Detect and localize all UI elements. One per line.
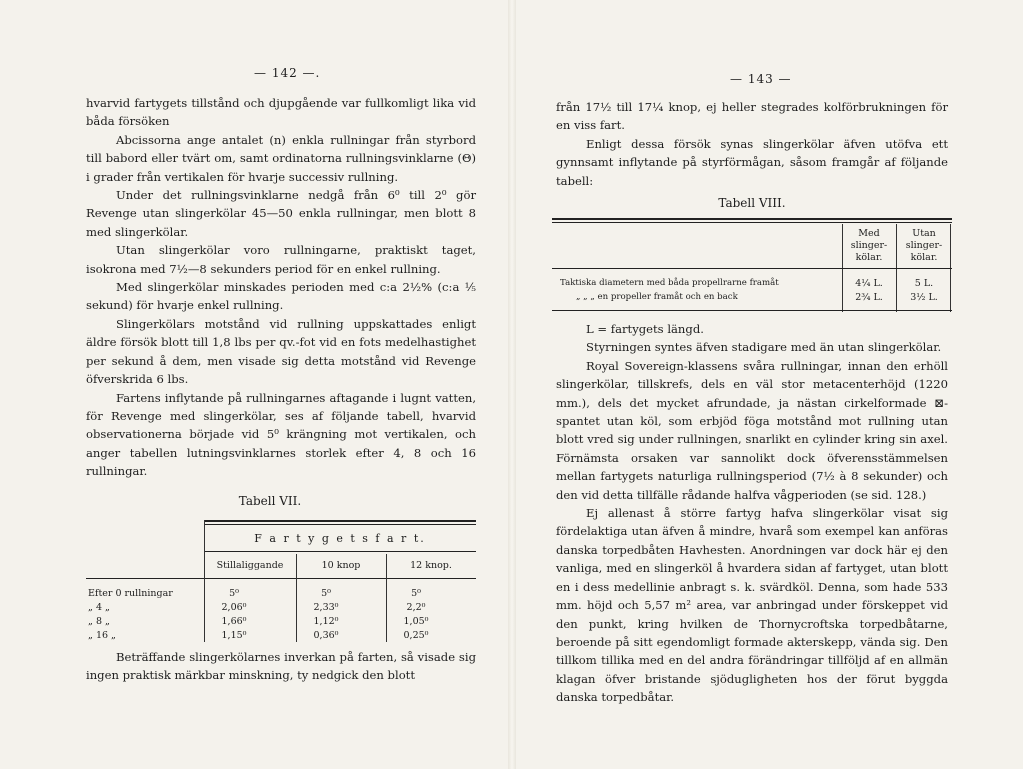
- table-cell: 1,66⁰: [221, 616, 247, 627]
- left-closing: [86, 648, 476, 685]
- right-page: [512, 0, 1023, 769]
- paragraph: Beträffande slingerkölarnes inverkan på farten, så visade sig ingen praktisk märkbar minskning, ty nedgick den blott: [86, 650, 476, 683]
- left-body: [86, 94, 476, 481]
- paragraph: Royal Sovereign-klassens svåra rullningar, innan den erhöll slingerkölar, tillskrefs, dels en väl stor metacenterhöjd (1220 mm.), dels det mycket afrundade, ja nästan cirkelformade ⊠-spantet utan köl, som erbjöd föga motstånd mot rullning utan blott vred sig under rullningen, snarlikt en cylinder kring sin axel. Förnämsta orsaken var sannolikt dock öfverensstämmelsen mellan fartygets naturliga rullningsperiod (7½ à 8 sekunder) och den vid detta tillfälle rådande halfva vågperioden (se sid. 128.): [556, 358, 948, 502]
- table-rule: [552, 310, 952, 311]
- table-rule: [552, 222, 952, 223]
- table-caption: Tabell VII.: [238, 494, 302, 508]
- right-body: [556, 320, 948, 707]
- table-cell: 5⁰: [229, 588, 239, 599]
- table-rule: [204, 524, 476, 525]
- table-caption: Tabell VIII.: [718, 196, 786, 210]
- table-cell: 1,05⁰: [403, 616, 429, 627]
- table-cell: 2,33⁰: [313, 602, 339, 613]
- table-rule: [204, 551, 476, 552]
- paragraph: Styrningen syntes äfven stadigare med än utan slingerkölar.: [586, 340, 942, 355]
- paragraph: L = fartygets längd.: [586, 322, 704, 336]
- table-row-label: Taktiska diametern med båda propellrarne framåt: [560, 278, 779, 288]
- table-rule: [552, 268, 952, 269]
- table-row-label: „ 4 „: [88, 602, 110, 613]
- table-row-label: „ 8 „: [88, 616, 110, 627]
- table-cell: 1,12⁰: [313, 616, 339, 627]
- table-cell: 0,25⁰: [403, 630, 429, 641]
- table-rule: [204, 520, 476, 522]
- table-column-header: Utan slinger-kölar.: [905, 228, 943, 263]
- table-rule: [552, 218, 952, 220]
- table-cell: 2,06⁰: [221, 602, 247, 613]
- table-column-header: Stillaliggande: [216, 560, 284, 571]
- paragraph: Med slingerkölar minskades perioden med c:a 2½% (c:a ⅕ sekund) för hvarje enkel rullning.: [86, 280, 476, 313]
- table-cell: 5 L.: [914, 278, 934, 289]
- table-viii: [552, 218, 952, 318]
- table-cell: 2,2⁰: [406, 602, 426, 613]
- table-row-label: Efter 0 rullningar: [88, 588, 173, 599]
- table-cell: 4¼ L.: [855, 278, 883, 289]
- table-rule: [86, 578, 476, 579]
- table-cell: 5⁰: [411, 588, 421, 599]
- table-cell: 5⁰: [321, 588, 331, 599]
- page-number-left: — 142 —.: [254, 66, 321, 80]
- paragraph: Enligt dessa försök synas slingerkölar äfven utöfva ett gynnsamt inflytande på styrförmågan, såsom framgår af följande tabell:: [556, 136, 948, 188]
- table-row-label: „ „ „ en propeller framåt och en back: [576, 292, 738, 302]
- table-column-header: 10 knop: [321, 560, 361, 571]
- table-cell: 0,36⁰: [313, 630, 339, 641]
- table-cell: 1,15⁰: [221, 630, 247, 641]
- right-intro: [556, 98, 948, 190]
- table-group-header: F a r t y g e t s f a r t.: [254, 532, 426, 545]
- table-cell: 3½ L.: [910, 292, 938, 303]
- paragraph: Utan slingerkölar voro rullningarne, praktiskt taget, isokrona med 7½—8 sekunders period för en enkel rullning.: [86, 243, 476, 276]
- table-cell: 2¾ L.: [855, 292, 883, 303]
- paragraph: Slingerkölars motstånd vid rullning uppskattades enligt äldre försök blott till 1,8 lbs per qv.-fot vid en fots medelhastighet per sekund å dem, men visade sig detta motstånd vid Revenge öfverskrida 6 lbs.: [86, 316, 476, 387]
- paragraph: Fartens inflytande på rullningarnes aftagande i lugnt vatten, för Revenge med slingerkölar, ses af följande tabell, hvarvid observationerna började vid 5⁰ krängning mot vertikalen, och anger tabellen lutningsvinklarnes storlek efter 4, 8 och 16 rullningar.: [86, 390, 476, 479]
- table-column-header: 12 knop.: [410, 560, 452, 571]
- paragraph: från 17½ till 17¼ knop, ej heller stegrades kolförbrukningen för en viss fart.: [556, 100, 948, 133]
- paragraph: Abcissorna ange antalet (n) enkla rullningar från styrbord till babord eller tvärt om, samt ordinatorna rullningsvinklarne (Θ) i grader från vertikalen för hvarje successiv rullning.: [86, 132, 476, 184]
- table-vii: [86, 520, 476, 640]
- paragraph: Ej allenast å större fartyg hafva slingerkölar visat sig fördelaktiga utan äfven å mindre, hvarå som exempel kan anföras danska torpedbåten Havhesten. Anordningen var dock här ej den vanliga, med en slingerköl å hvardera sidan af fartyget, utan blott en i dess medellinie anbragt s. k. svärdköl. Denna, som hade 533 mm. höjd och 5,57 m² area, var anbringad under förskeppet vid den punkt, kring hvilken de Thornycroftska torpedbåtarne, beroende på sitt egendomligt formade akterskepp, vända sig. Den tillkom tillika med en del andra förändringar tillföljd af en allmän klagan öfver bristande sjödugligheten hos der förut byggda danska torpedbåtar.: [556, 506, 948, 705]
- paragraph: hvarvid fartygets tillstånd och djupgående var fullkomligt lika vid båda försöken: [86, 96, 476, 129]
- table-column-header: Med slinger-kölar.: [850, 228, 888, 263]
- table-row-label: „ 16 „: [88, 630, 116, 641]
- page-number-right: — 143 —: [730, 72, 792, 86]
- paragraph: Under det rullningsvinklarne nedgå från 6⁰ till 2⁰ gör Revenge utan slingerkölar 45—50 enkla rullningar, men blott 8 med slingerkölar.: [86, 188, 476, 239]
